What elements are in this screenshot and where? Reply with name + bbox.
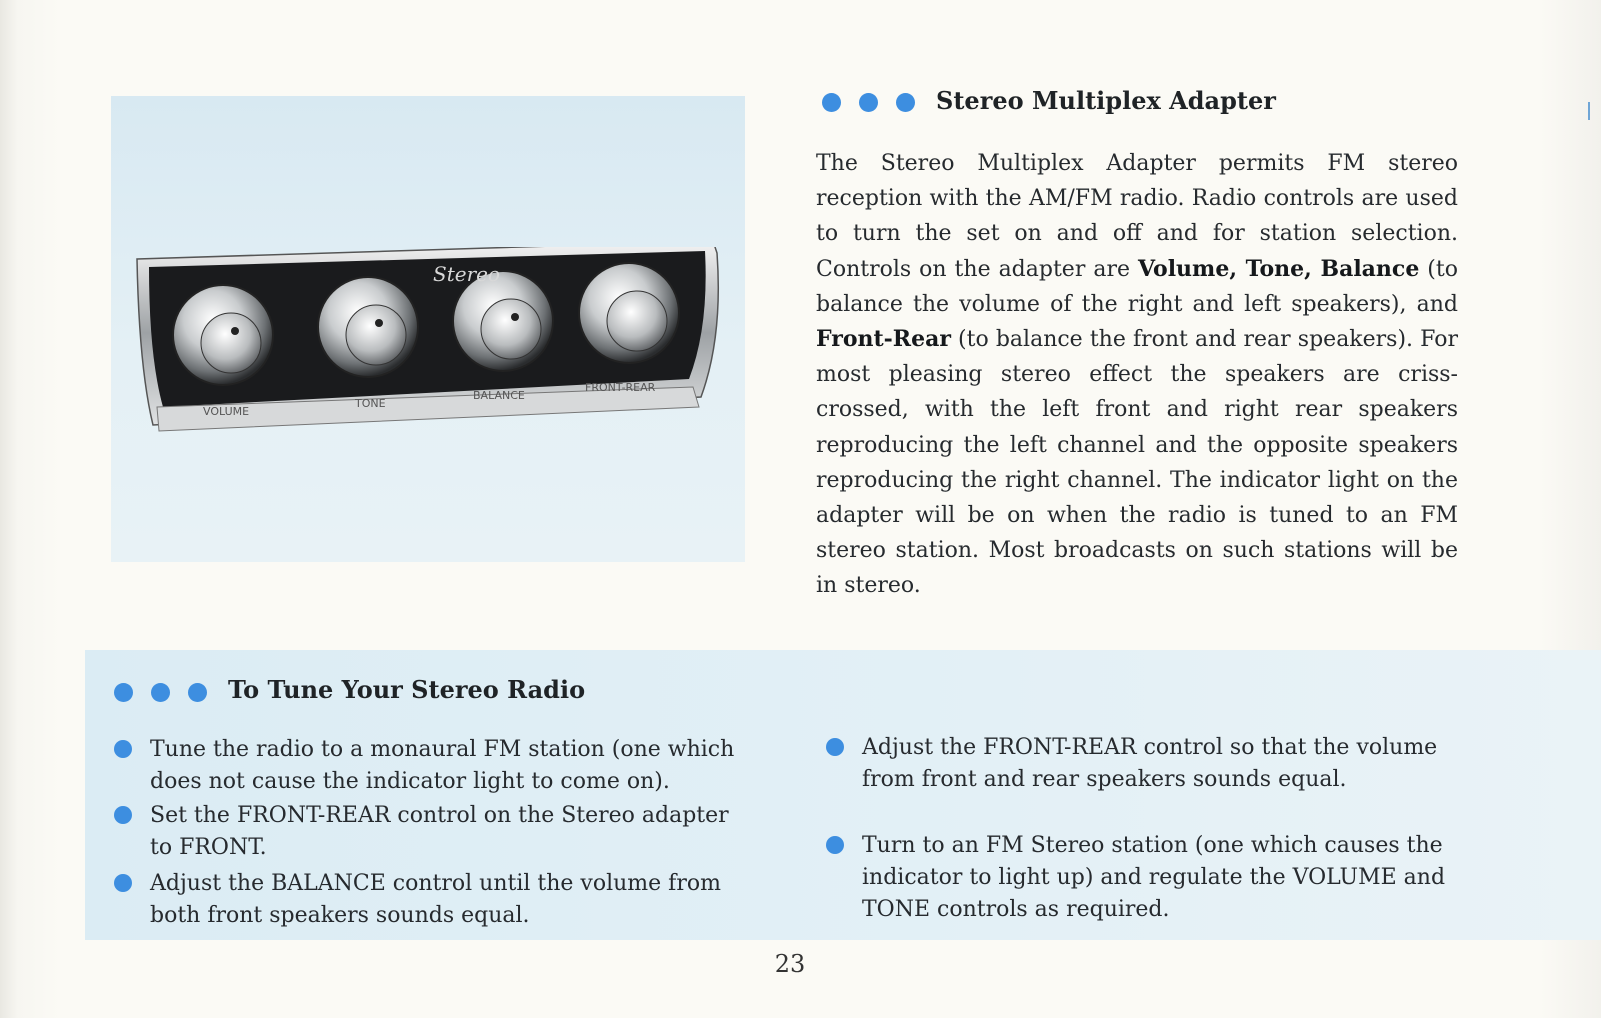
bullet-dot [826, 738, 844, 756]
adapter-heading: Stereo Multiplex Adapter [936, 86, 1276, 115]
knob-label-volume: VOLUME [203, 405, 250, 418]
page-number: 23 [774, 950, 806, 978]
bullet-dot [826, 836, 844, 854]
step-text: Tune the radio to a monaural FM station (one which does not cause the indicator light to come on). [150, 737, 735, 794]
control-name: Tone [1245, 255, 1305, 282]
knob-label-tone: TONE [355, 397, 386, 410]
step-text: Adjust the BALANCE control until the volume from both front speakers sounds equal. [150, 871, 721, 928]
text-run: The Stereo Multiplex Adapter permits FM stereo reception with the AM/FM radio. Radio controls are used to turn the set on and off and for station selection. Controls on the adapter are [816, 151, 1458, 282]
knob-front-rear [579, 263, 679, 363]
knob-label-balance: BALANCE [473, 389, 525, 402]
list-item [826, 830, 1466, 926]
knob-label-front-rear: FRONT-REAR [585, 381, 656, 394]
list-item [114, 734, 754, 798]
bullet-dot [188, 683, 207, 702]
bullet-dot [114, 683, 133, 702]
tuning-heading: To Tune Your Stereo Radio [228, 675, 586, 704]
text-run: , [1229, 255, 1246, 282]
bullet-dot [822, 93, 841, 112]
knob-balance [453, 271, 553, 371]
section-bullets [822, 93, 915, 112]
list-item [114, 868, 754, 932]
step-text: Set the FRONT-REAR control on the Stereo adapter to FRONT. [150, 803, 729, 860]
bullet-dot [859, 93, 878, 112]
bullet-dot [114, 806, 132, 824]
stereo-logo: Stereo [433, 262, 501, 286]
bullet-dot [114, 740, 132, 758]
list-item [826, 732, 1466, 796]
control-name: Volume [1137, 255, 1230, 282]
adapter-description [816, 146, 1458, 604]
list-item [114, 800, 754, 864]
bullet-dot [896, 93, 915, 112]
knob-tone [318, 277, 418, 377]
step-text: Adjust the FRONT-REAR control so that the volume from front and rear speakers sounds equal. [862, 735, 1438, 792]
edge-mark [1588, 102, 1590, 120]
control-name: Balance [1320, 255, 1420, 282]
text-run: , [1304, 255, 1321, 282]
bullet-dot [151, 683, 170, 702]
tuning-steps-left [114, 734, 754, 932]
tuning-steps-right [826, 732, 1466, 926]
knob-volume [173, 285, 273, 385]
bullet-dot [114, 874, 132, 892]
section-bullets [114, 683, 207, 702]
text-run: (to balance the volume of the right and left speakers), and [816, 256, 1458, 317]
stereo-adapter-illustration [133, 247, 731, 437]
text-run: (to balance the front and rear speakers). For most pleasing stereo effect the speakers are criss-crossed, with the left front and right rear speakers reproducing the left channel and the opposite speakers reproducing the right channel. The indicator light on the adapter will be on when the radio is tuned to an FM stereo station. Most broadcasts on such stations will be in stereo. [816, 327, 1458, 599]
control-name: Front-Rear [816, 326, 951, 353]
step-text: Turn to an FM Stereo station (one which causes the indicator to light up) and regulate the VOLUME and TONE controls as required. [862, 833, 1446, 922]
